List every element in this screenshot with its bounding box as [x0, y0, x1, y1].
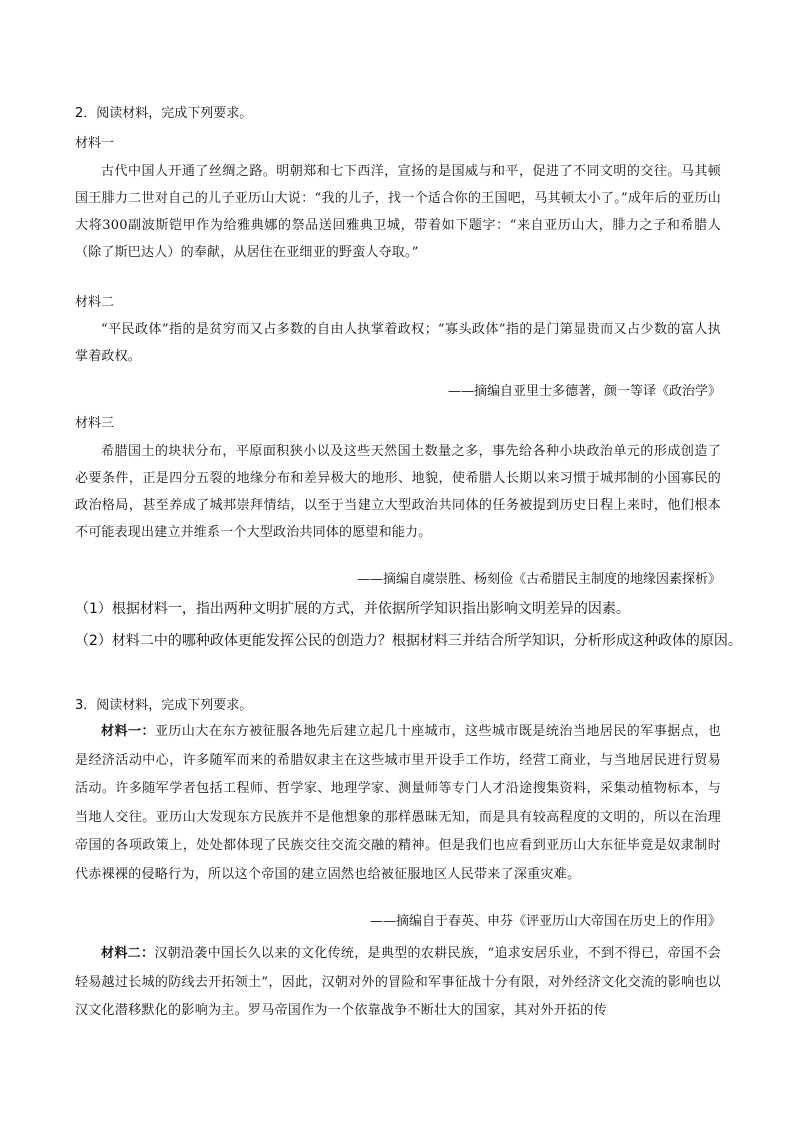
q3-material-1-source: ——摘编自于春英、申芬《评亚历山大帝国在历史上的作用》: [369, 914, 721, 929]
q2-material-1-label: 材料一: [75, 136, 115, 151]
q3-material-2-label: 材料二：: [101, 946, 155, 961]
q2-material-3-source: ——摘编自虞崇胜、杨刻俭《古希腊民主制度的地缘因素探析》: [356, 572, 721, 587]
q2-sub-question-1: （1）根据材料一，指出两种文明扩展的方式，并依据所学知识指出影响文明差异的因素。: [75, 601, 630, 617]
question-3-title: 3．阅读材料，完成下列要求。: [75, 698, 253, 713]
q2-material-2-text: “平民政体”指的是贫穷而又占多数的自由人执掌着政权；“寡头政体”指的是门第显贵而又占少数的富人执掌着政权。: [75, 322, 721, 364]
q3-material-1: [75, 718, 721, 889]
q2-material-1-text: 古代中国人开通了丝绸之路。明朝郑和七下西洋，宣扬的是国威与和平，促进了不同文明的交往。马其顿国王腓力二世对自己的儿子亚历山大说：“我的儿子，找一个适合你的王国吧，马其顿太小了。”成年后的亚历山大将300副波斯铠甲作为给雅典娜的祭品送回雅典卫城，带着如下题字：“来自亚历山大，腓力之子和希腊人（除了斯巴达人）的奉献，从居住在亚细亚的野蛮人夺取。”: [75, 164, 721, 260]
q3-material-2-text: 汉朝沿袭中国长久以来的文化传统，是典型的农耕民族，“追求安居乐业，不到不得已，帝国不会轻易越过长城的防线去开拓领土”，因此，汉朝对外的冒险和军事征战十分有限，对外经济文化交流的影响也以汉文化潜移默化的影响为主。罗马帝国作为一个依靠战争不断壮大的国家，其对外开拓的传: [75, 946, 721, 1018]
q2-material-2-label: 材料二: [75, 295, 115, 310]
q2-material-3-text: 希腊国土的块状分布，平原面积狭小以及这些天然国土数量之多，事先给各种小块政治单元的形成创造了必要条件，正是四分五裂的地缘分布和差异极大的地形、地貌，使希腊人长期以来习惯于城邦制的小国寡民的政治格局，甚至养成了城邦崇拜情结，以至于当建立大型政治共同体的任务被提到历史日程上来时，他们根本不可能表现出建立并维系一个大型政治共同体的愿望和能力。: [75, 444, 721, 540]
q3-material-2: [75, 940, 721, 1026]
q3-material-1-text: 亚历山大在东方被征服各地先后建立起几十座城市，这些城市既是统治当地居民的军事据点，也是经济活动中心，许多随军而来的希腊奴隶主在这些城市里开设手工作坊，经营工商业，与当地居民进行贸易活动。许多随军学者包括工程师、哲学家、地理学家、测量师等专门人才沿途搜集资料，采集动植物标本，与当地人交往。亚历山大发现东方民族并不是他想象的那样愚昧无知，而是具有较高程度的文明的，所以在治理帝国的各项政策上，处处都体现了民族交往交流交融的精神。但是我们也应看到亚历山大东征毕竟是奴隶制时代赤裸裸的侵略行为，所以这个帝国的建立固然也给被征服地区人民带来了深重灾难。: [75, 724, 721, 882]
q2-material-2-source: ——摘编自亚里士多德著，颜一等译《政治学》: [447, 384, 721, 399]
q2-sub-question-2: （2）材料二中的哪种政体更能发挥公民的创造力？根据材料三并结合所学知识，分析形成这种政体的原因。: [75, 633, 742, 649]
question-2-title: 2．阅读材料，完成下列要求。: [75, 106, 253, 121]
q2-material-3-label: 材料三: [75, 416, 115, 431]
q3-material-1-label: 材料一：: [101, 724, 155, 739]
